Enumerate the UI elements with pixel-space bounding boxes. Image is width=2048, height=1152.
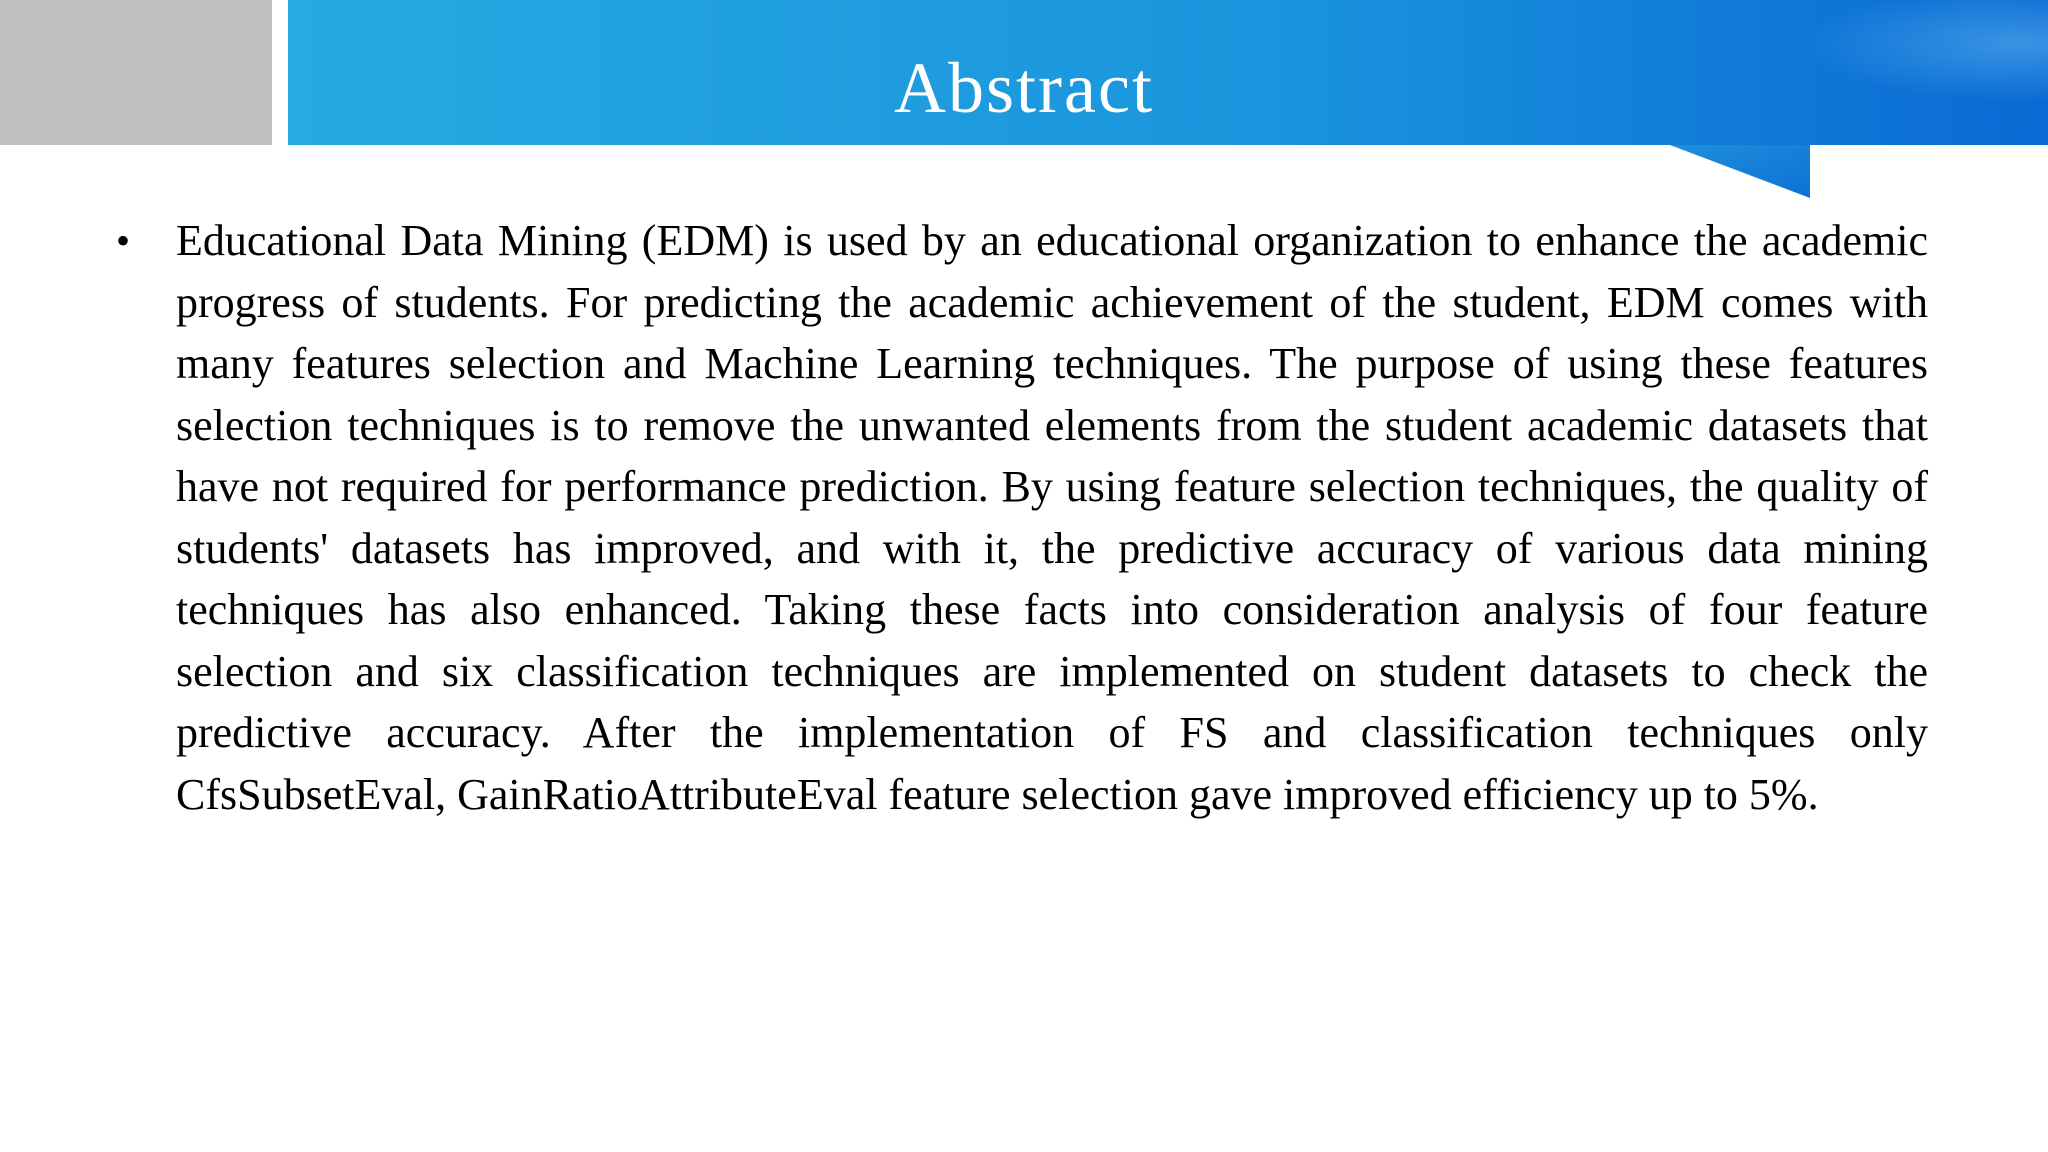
banner-tail	[1670, 145, 1810, 198]
bullet-dot-icon: •	[116, 218, 131, 263]
bullet-item	[112, 210, 1928, 825]
slide-title: Abstract	[894, 48, 1154, 128]
slide-content	[112, 210, 1928, 825]
abstract-paragraph: Educational Data Mining (EDM) is used by an educational organization to enhance the academic progress of students. For predicting the academic achievement of the student, EDM comes with many features selection and Machine Learning techniques. The purpose of using these features selection techniques is to remove the unwanted elements from the student academic datasets that have not required for performance prediction. By using feature selection techniques, the quality of students' datasets has improved, and with it, the predictive accuracy of various data mining techniques has also enhanced. Taking these facts into consideration analysis of four feature selection and six classification techniques are implemented on student datasets to check the predictive accuracy. After the implementation of FS and classification techniques only CfsSubsetEval, GainRatioAttributeEval feature selection gave improved efficiency up to 5%.	[176, 216, 1928, 819]
